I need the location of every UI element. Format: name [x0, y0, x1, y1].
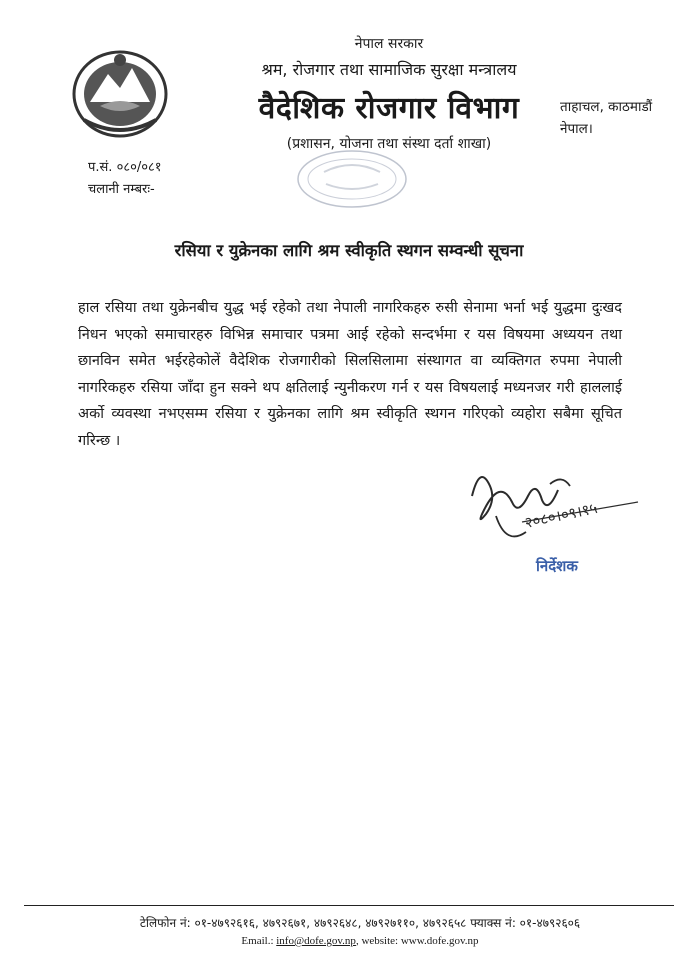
- signer-title: निर्देशक: [536, 557, 578, 575]
- dispatch-number: चलानी नम्बरः-: [88, 182, 155, 197]
- office-address: [560, 96, 652, 140]
- branch-name: (प्रशासन, योजना तथा संस्था दर्ता शाखा): [286, 136, 492, 152]
- website-link[interactable]: www.dofe.gov.np: [400, 935, 479, 947]
- ministry-name: श्रम, रोजगार तथा सामाजिक सुरक्षा मन्त्रालय: [261, 60, 517, 79]
- footer-divider: [24, 905, 674, 906]
- notice-body: हाल रसिया तथा युक्रेनबीच युद्ध भई रहेको तथा नेपाली नागरिकहरु रुसी सेनामा भर्ना भई युद्धमा दुःखद निधन भएको समाचारहरु विभिन्न समाचार पत्रमा आई रहेको सन्दर्भमा र यस विषयमा अध्ययन तथा छानविन समेत भईरहेकोलें वैदेशिक रोजगारीको सिलसिलामा संस्थागत वा व्यक्तिगत रुपमा नेपाली नागरिकहरु रसिया जाँदा हुन सक्ने थप क्षतिलाई न्युनीकरण गर्न र यस विषयलाई मध्यनजर गरी हाललाई अर्को व्यवस्था नभएसम्म रसिया र युक्रेनका लागि श्रम स्वीकृति स्थगन गरिएको व्यहोरा सबैमा सूचित गरिन्छ ।: [78, 300, 622, 449]
- email-label: Email.:: [241, 935, 274, 947]
- address-line-country: नेपाल।: [560, 121, 593, 137]
- website-label: website:: [361, 935, 399, 947]
- reference-number: प.सं. ०८०/०८१: [88, 160, 162, 175]
- government-name: नेपाल सरकार: [354, 36, 424, 52]
- department-name: वैदेशिक रोजगार विभाग: [258, 91, 520, 126]
- footer-contact: Email.: info@dofe.gov.np, website: www.dofe.gov.np: [241, 935, 479, 947]
- department-seal-icon: [294, 148, 410, 210]
- email-link[interactable]: info@dofe.gov.np: [276, 935, 356, 947]
- footer-phone: टेलिफोन नं: ०१-४७९२६१६, ४७९२६७१, ४७९२६४८, ४७९२७११०, ४७९२६५८ फ्याक्स नं: ०१-४७९२६०६: [139, 916, 581, 930]
- notice-title: रसिया र युक्रेनका लागि श्रम स्वीकृति स्थगन सम्वन्धी सूचना: [174, 241, 524, 260]
- signature-date: २०८०।०९।१५: [523, 498, 600, 532]
- address-line-city: ताहाचल, काठमाडौं: [560, 99, 653, 115]
